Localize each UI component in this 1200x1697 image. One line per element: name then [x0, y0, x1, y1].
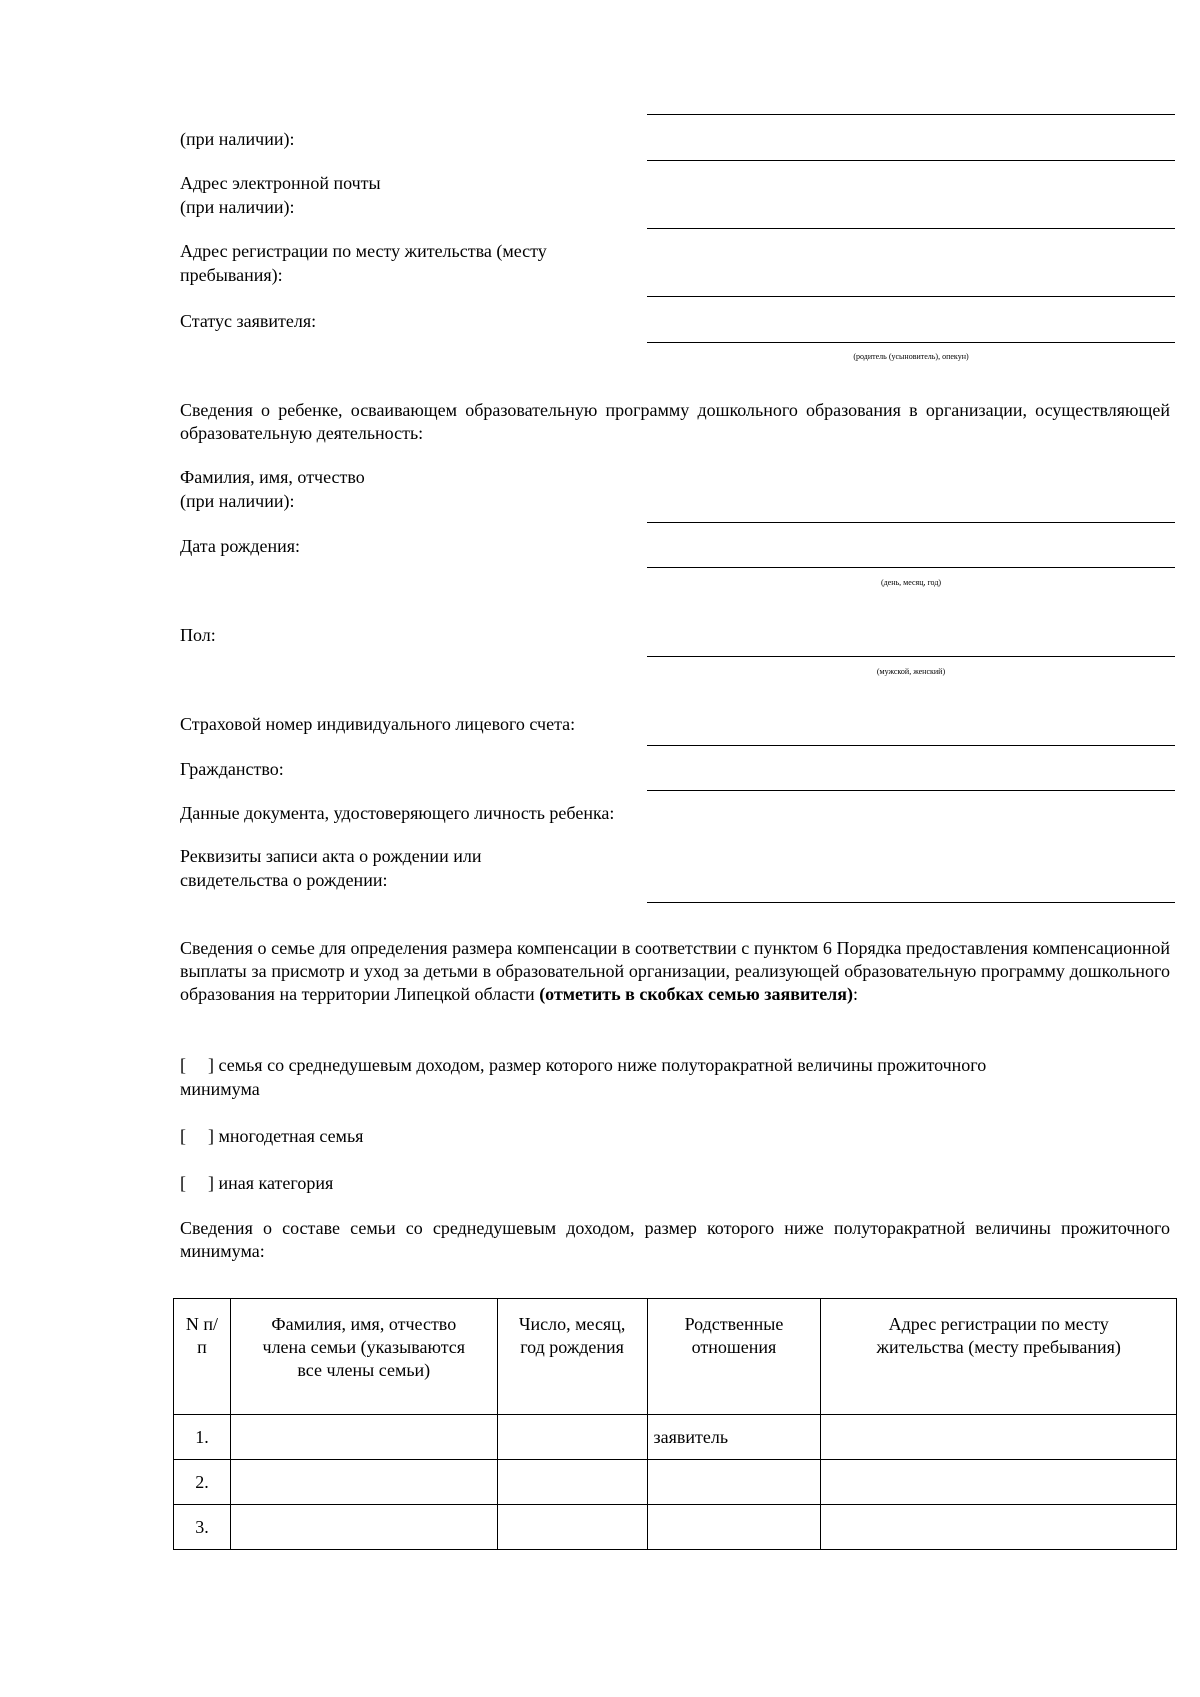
label-sex: Пол:	[180, 625, 216, 645]
fill-line-sex[interactable]	[647, 656, 1175, 657]
cell-address[interactable]	[821, 1415, 1177, 1460]
row-number: 1.	[174, 1415, 231, 1460]
row-number: 2.	[174, 1460, 231, 1505]
fill-line-citizenship[interactable]	[647, 790, 1175, 791]
header-address: Адрес регистрации по месту жительства (месту пребывания)	[821, 1299, 1177, 1415]
family-composition-intro: Сведения о составе семьи со среднедушевым доходом, размер которого ниже полуторакратной величины прожиточного минимума:	[180, 1218, 1170, 1261]
family-intro	[180, 937, 1170, 1006]
family-intro-emphasis: (отметить в скобках семью заявителя)	[539, 984, 854, 1004]
label-birth-record-line1: Реквизиты записи акта о рождении или	[180, 846, 482, 866]
fill-line-snils[interactable]	[647, 745, 1175, 746]
child-intro: Сведения о ребенке, осваивающем образовательную программу дошкольного образования в организации, осуществляющей образовательную деятельность:	[180, 400, 1170, 443]
family-intro-text: Сведения о семье для определения размера компенсации в соответствии с пунктом 6 Порядка предоставления компенсационной выплаты за присмотр и уход за детьми в образовательной организации, реализующей образовательную программу дошкольного образования на территории Липецкой области	[180, 938, 1170, 1004]
label-child-fio-line1: Фамилия, имя, отчество	[180, 467, 365, 487]
checkbox-bracket-open[interactable]: [	[180, 1173, 186, 1193]
checkbox-bracket-open[interactable]: [	[180, 1055, 186, 1075]
cell-address[interactable]	[821, 1505, 1177, 1550]
label-snils: Страховой номер индивидуального лицевого счета:	[180, 714, 576, 734]
fill-line-email[interactable]	[647, 228, 1175, 229]
birth-date-hint: (день, месяц, год)	[880, 578, 942, 587]
family-intro-colon: :	[853, 984, 859, 1004]
header-full-name: Фамилия, имя, отчество члена семьи (указываются все члены семьи)	[230, 1299, 497, 1415]
label-birth-date: Дата рождения:	[180, 536, 301, 556]
status-hint: (родитель (усыновитель), опекун)	[853, 352, 969, 361]
fill-line-birth-record[interactable]	[647, 902, 1175, 903]
fill-line-child-fio[interactable]	[647, 522, 1175, 523]
cell-address[interactable]	[821, 1460, 1177, 1505]
label-birth-record-line2: свидетельства о рождении:	[180, 870, 388, 890]
fill-line-address[interactable]	[647, 296, 1175, 297]
option-large-family-label: многодетная семья	[218, 1126, 364, 1146]
label-child-fio-line2: (при наличии):	[180, 491, 295, 511]
fill-line-presence[interactable]	[647, 160, 1175, 161]
cell-full-name[interactable]	[230, 1415, 497, 1460]
cell-relationship[interactable]	[647, 1460, 821, 1505]
table-row	[174, 1415, 1177, 1460]
option-large-family[interactable]	[180, 1125, 363, 1148]
header-relationship: Родственные отношения	[647, 1299, 821, 1415]
option-low-income[interactable]	[180, 1054, 986, 1077]
header-number: N п/п	[174, 1299, 231, 1415]
label-email-line1: Адрес электронной почты	[180, 173, 381, 193]
cell-birth-date[interactable]	[497, 1505, 647, 1550]
label-address-line2: пребывания):	[180, 265, 283, 285]
option-low-income-label: семья со среднедушевым доходом, размер которого ниже полуторакратной величины прожиточного	[218, 1055, 987, 1075]
table-row	[174, 1505, 1177, 1550]
label-presence: (при наличии):	[180, 129, 295, 149]
fill-line-status[interactable]	[647, 342, 1175, 343]
checkbox-bracket-close[interactable]: ]	[208, 1055, 214, 1075]
table-row	[174, 1460, 1177, 1505]
cell-relationship[interactable]: заявитель	[647, 1415, 821, 1460]
family-members-table	[173, 1298, 1177, 1550]
cell-relationship[interactable]	[647, 1505, 821, 1550]
fill-line-birth-date[interactable]	[647, 567, 1175, 568]
cell-full-name[interactable]	[230, 1460, 497, 1505]
cell-birth-date[interactable]	[497, 1460, 647, 1505]
fill-line-top[interactable]	[647, 114, 1175, 115]
option-low-income-label-cont: минимума	[180, 1079, 260, 1099]
label-address-line1: Адрес регистрации по месту жительства (месту	[180, 241, 547, 261]
label-email-line2: (при наличии):	[180, 197, 295, 217]
table-header-row	[174, 1299, 1177, 1415]
label-id-document: Данные документа, удостоверяющего личность ребенка:	[180, 803, 615, 823]
checkbox-bracket-close[interactable]: ]	[208, 1126, 214, 1146]
header-birth-date: Число, месяц, год рождения	[497, 1299, 647, 1415]
checkbox-bracket-close[interactable]: ]	[208, 1173, 214, 1193]
label-status: Статус заявителя:	[180, 311, 317, 331]
option-other-category-label: иная категория	[218, 1173, 334, 1193]
checkbox-bracket-open[interactable]: [	[180, 1126, 186, 1146]
cell-birth-date[interactable]	[497, 1415, 647, 1460]
option-other-category[interactable]	[180, 1172, 333, 1195]
sex-hint: (мужской, женский)	[876, 667, 946, 676]
cell-full-name[interactable]	[230, 1505, 497, 1550]
row-number: 3.	[174, 1505, 231, 1550]
label-citizenship: Гражданство:	[180, 759, 284, 779]
